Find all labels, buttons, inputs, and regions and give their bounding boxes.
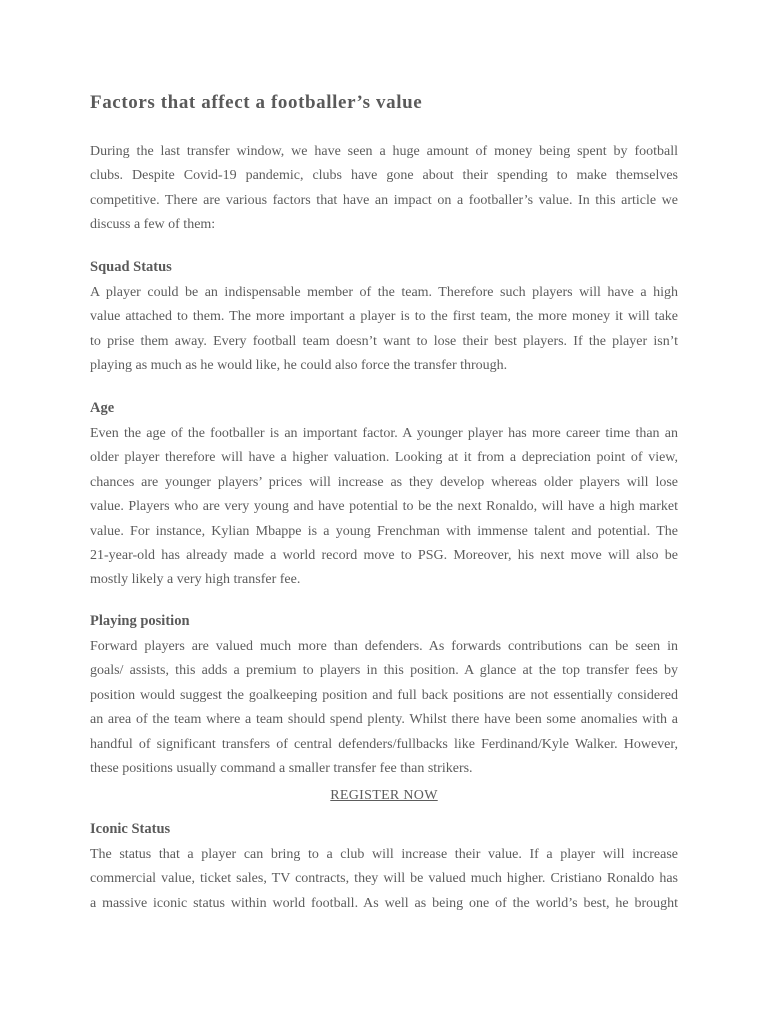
register-now-link[interactable]: REGISTER NOW [330, 788, 438, 803]
article-title: Factors that affect a footballer’s value [90, 92, 423, 113]
intro-paragraph [90, 140, 678, 238]
paragraph-line: a massive iconic status within world football. As well as being one of the world’s best, he brought [90, 895, 678, 911]
paragraph-line: mostly likely a very high transfer fee. [90, 572, 301, 588]
playing-position-paragraph [90, 635, 678, 781]
paragraph-line: these positions usually command a smaller transfer fee than strikers. [90, 761, 473, 777]
paragraph-line: chances are younger players’ prices will increase as they develop whereas older players will lose [90, 474, 678, 490]
paragraph-line: competitive. There are various factors that have an impact on a footballer’s value. In this article we [90, 192, 678, 208]
paragraph-line: an area of the team where a team should spend plenty. Whilst there have been some anomalies with a [90, 712, 678, 728]
paragraph-line: older player therefore will have a higher valuation. Looking at it from a depreciation point of view, [90, 450, 678, 466]
squad-status-paragraph [90, 281, 678, 379]
paragraph-line: clubs. Despite Covid-19 pandemic, clubs have gone about their spending to make themselves [90, 168, 678, 184]
paragraph-line: A player could be an indispensable member of the team. Therefore such players will have a high [90, 285, 678, 300]
paragraph-line: position would suggest the goalkeeping position and full back positions are not essentially considered [90, 687, 678, 703]
paragraph-line: goals/ assists, this adds a premium to players in this position. A glance at the top transfer fees by [90, 663, 678, 679]
paragraph-line: playing as much as he would like, he could also force the transfer through. [90, 358, 508, 374]
section-heading-age: Age [90, 400, 115, 416]
paragraph-line: 21-year-old has already made a world record move to PSG. Moreover, his next move will also be [90, 548, 678, 564]
paragraph-line: commercial value, ticket sales, TV contracts, they will be valued much higher. Cristiano Ronaldo has [90, 871, 678, 887]
register-now-container [90, 784, 678, 808]
paragraph-line: value. Players who are very young and have potential to be the next Ronaldo, will have a high market [90, 499, 678, 515]
section-heading-iconic-status: Iconic Status [90, 821, 171, 837]
section-heading-playing-position: Playing position [90, 613, 190, 629]
paragraph-line: Even the age of the footballer is an important factor. A younger player has more career time than an [90, 426, 678, 441]
paragraph-line: to prise them away. Every football team doesn’t want to lose their best players. If the player isn’t [90, 333, 678, 349]
iconic-status-paragraph [90, 843, 678, 916]
paragraph-line: The status that a player can bring to a club will increase their value. If a player will increase [90, 847, 678, 862]
section-heading-squad-status: Squad Status [90, 259, 172, 275]
paragraph-line: value attached to them. The more important a player is to the first team, the more money it will take [90, 309, 678, 325]
paragraph-line: Forward players are valued much more than defenders. As forwards contributions can be seen in [90, 639, 678, 654]
paragraph-line: During the last transfer window, we have seen a huge amount of money being spent by football [90, 144, 678, 159]
age-paragraph [90, 422, 678, 593]
paragraph-line: discuss a few of them: [90, 217, 216, 233]
paragraph-line: handful of significant transfers of central defenders/fullbacks like Ferdinand/Kyle Walker. However, [90, 736, 678, 752]
paragraph-line: value. For instance, Kylian Mbappe is a young Frenchman with immense talent and potential. The [90, 523, 678, 539]
